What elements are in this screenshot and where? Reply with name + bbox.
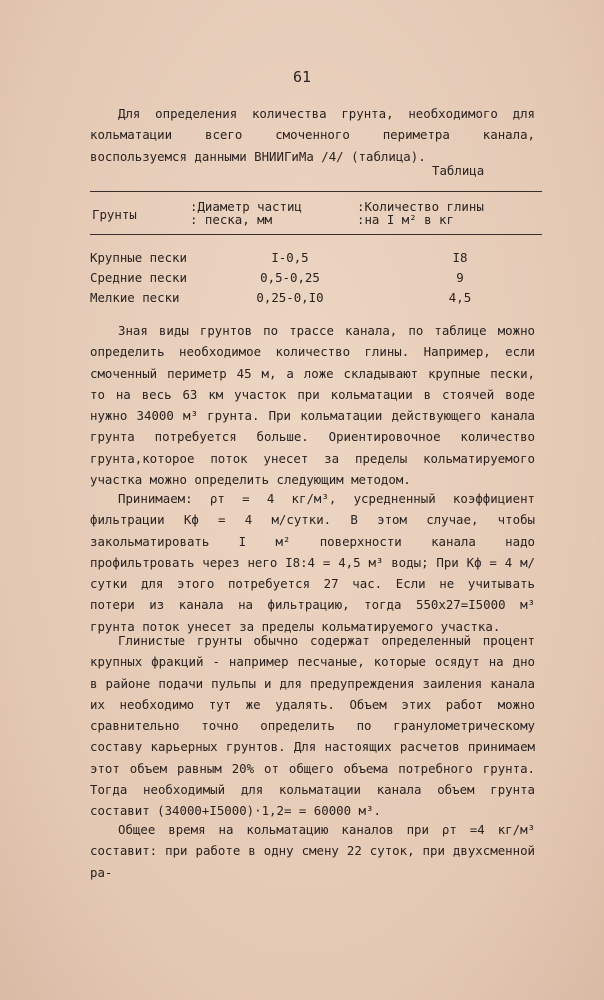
cell-soil: Крупные пески: [90, 250, 187, 265]
cell-clay: 9: [456, 270, 464, 285]
cell-diameter: 0,5-0,25: [260, 270, 320, 285]
cell-clay: 4,5: [448, 290, 472, 305]
paragraph-total-time: Общее время на кольматацию каналов при ρт =4 кг/м³ составит: при работе в одну смену 22 суток, при двухсменной ра-: [90, 822, 535, 880]
paragraph-assumptions: Принимаем: ρт = 4 кг/м³, усредненный коэффициент фильтрации Кф = 4 м/сутки. В этом случае, чтобы закольматировать I м² поверхности канала надо профильтровать через него I8:4 = 4,5 м³ воды; При Кф = 4 м/сутки для этого потребуется 27 час. Если не учитывать потери из канала на фильтрацию, тогда 550х27=I5000 м³ грунта поток унесет за пределы кольматируемого участка.: [90, 491, 535, 634]
header-soils: Грунты: [92, 207, 137, 222]
header-diameter: [190, 200, 302, 226]
paragraph-clay-soils: Глинистые грунты обычно содержат определенный процент крупных фракций - например песчаные, которые осядут на дно в районе подачи пульпы и для предупреждения заиления канала их необходимо тут же удалять. Объем этих работ можно сравнительно точно определить по гранулометрическому составу карьерных грунтов. Для настоящих расчетов принимаем этот объем равным 20% от общего объема потребного грунта. Тогда необходимый для кольматации канала объем грунта составит (34000+I5000)·1,2= = 60000 м³.: [90, 633, 535, 819]
cell-soil: Средние пески: [90, 270, 187, 285]
page-number: 61: [292, 68, 312, 86]
paragraph-soil-types: Зная виды грунтов по трассе канала, по таблице можно определить необходимое количество глины. Например, если смоченный периметр 45 м, а ложе складывают крупные пески, то на весь 63 км участок при кольматации в стоячей воде нужно 34000 м³ грунта. При кольматации действующего канала грунта потребуется больше. Ориентировочное количество грунта,которое поток унесет за пределы кольматируемого участка можно определить следующим методом.: [90, 323, 535, 488]
cell-diameter: 0,25-0,I0: [256, 290, 324, 305]
cell-soil: Мелкие пески: [90, 290, 180, 305]
table-row: [90, 250, 542, 270]
header-clay-line1: :Количество глины: [357, 199, 484, 214]
header-diameter-line2: : песка, мм: [190, 212, 273, 227]
header-diameter-line1: :Диаметр частиц: [190, 199, 302, 214]
header-clay-line2: :на I м² в кг: [357, 212, 454, 227]
table-caption: Таблица: [432, 163, 485, 178]
cell-diameter: I-0,5: [271, 250, 309, 265]
intro-paragraph: Для определения количества грунта, необходимого для кольматации всего смоченного периметра канала, воспользуемся данными ВНИИГиМа /4/ (таблица).: [90, 106, 535, 164]
table-header-rule: [90, 234, 542, 235]
header-clay: [357, 200, 484, 226]
table-row: [90, 270, 542, 290]
table-row: [90, 290, 542, 310]
table-top-rule: [90, 191, 542, 192]
cell-clay: I8: [452, 250, 468, 265]
